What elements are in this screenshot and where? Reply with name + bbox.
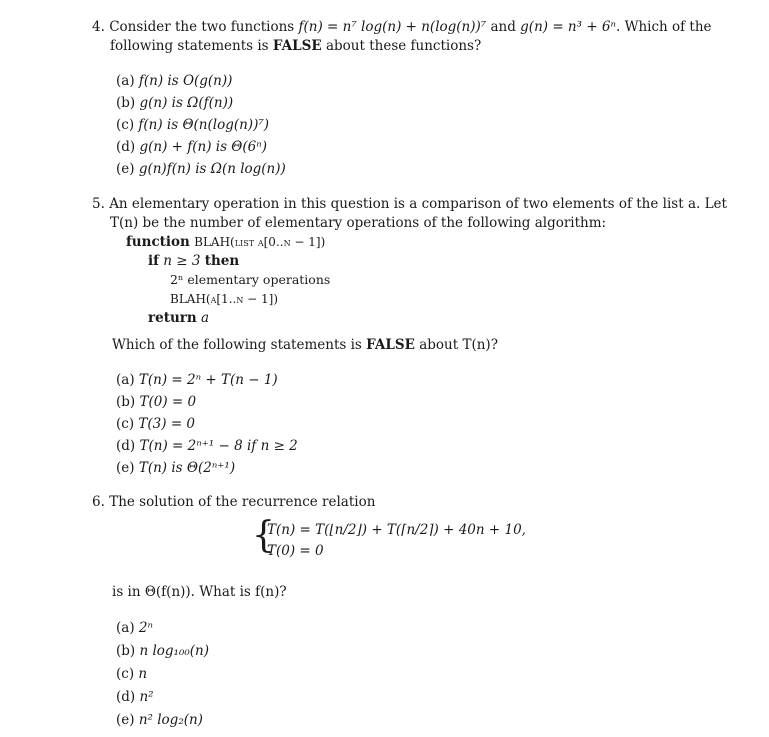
option-4d: (d) g(n) + f(n) is Θ(6ⁿ)	[116, 139, 267, 155]
recurrence-line-2: T(0) = 0	[267, 543, 324, 559]
option-6a: (a) 2ⁿ	[116, 620, 153, 636]
option-6e: (e) n² log₂(n)	[116, 712, 203, 728]
question-6-line-1: 6. The solution of the recurrence relation	[92, 494, 376, 510]
question-4-line-2: following statements is FALSE about these functions?	[110, 38, 482, 54]
option-5c: (c) T(3) = 0	[116, 416, 196, 432]
algorithm-line-2: if n ≥ 3 then	[148, 253, 240, 269]
option-5a: (a) T(n) = 2ⁿ + T(n − 1)	[116, 372, 278, 388]
algorithm-line-5: return a	[148, 310, 210, 326]
g-definition: g(n) = n³ + 6ⁿ	[520, 19, 616, 35]
question-4-line-1: 4. Consider the two functions f(n) = n⁷ log(n) + n(log(n))⁷ and g(n) = n³ + 6ⁿ. Which of the	[92, 19, 712, 35]
question-number: 4.	[92, 19, 105, 35]
option-4c: (c) f(n) is Θ(n(log(n))⁷)	[116, 117, 270, 133]
algorithm-line-4: BLAH(a[1..n − 1])	[170, 292, 279, 306]
option-4a: (a) f(n) is O(g(n))	[116, 73, 233, 89]
option-5e: (e) T(n) is Θ(2ⁿ⁺¹)	[116, 460, 236, 476]
option-5b: (b) T(0) = 0	[116, 394, 197, 410]
option-6c: (c) n	[116, 666, 148, 682]
question-5-line-1: 5. An elementary operation in this question is a comparison of two elements of the list a. Let	[92, 196, 727, 212]
option-4b: (b) g(n) is Ω(f(n))	[116, 95, 234, 111]
question-5-prompt: Which of the following statements is FALSE about T(n)?	[112, 337, 498, 353]
option-6d: (d) n²	[116, 689, 154, 705]
question-6-prompt: is in Θ(f(n)). What is f(n)?	[112, 584, 287, 600]
left-brace: {	[252, 515, 275, 556]
f-definition: f(n) = n⁷ log(n) + n(log(n))⁷	[298, 19, 487, 35]
algorithm-line-1: function BLAH(list a[0..n − 1])	[126, 234, 326, 250]
option-6b: (b) n log₁₀₀(n)	[116, 643, 210, 659]
option-4e: (e) g(n)f(n) is Ω(n log(n))	[116, 161, 286, 177]
option-5d: (d) T(n) = 2ⁿ⁺¹ − 8 if n ≥ 2	[116, 438, 298, 454]
algorithm-line-3: 2ⁿ elementary operations	[170, 272, 331, 287]
recurrence-line-1: T(n) = T(⌊n/2⌋) + T(⌈n/2⌉) + 40n + 10,	[267, 522, 526, 538]
question-5-line-2: T(n) be the number of elementary operations of the following algorithm:	[110, 215, 607, 231]
